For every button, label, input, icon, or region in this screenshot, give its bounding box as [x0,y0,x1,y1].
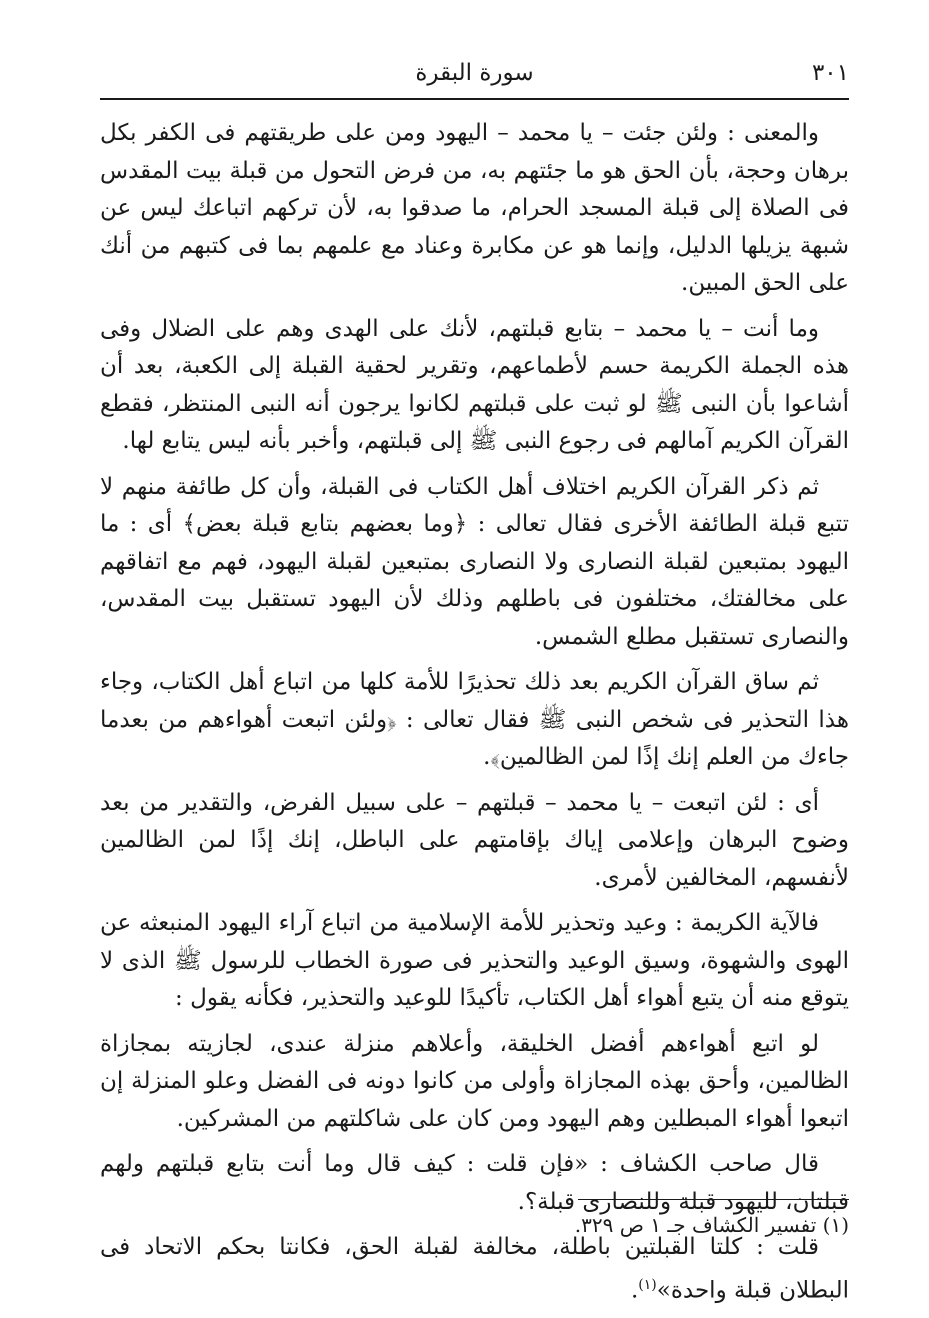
paragraph-9: قلت : كلتا القبلتين باطلة، مخالفة لقبلة الحق، فكانتا بحكم الاتحاد فى البطلان قبلة واحدة» [100,1234,849,1304]
paragraph-2: وما أنت – يا محمد – بتابع قبلتهم، لأنك على الهدى وهم على الضلال وفى هذه الجملة الكريمة حسم لأطماعهم، وتقرير لحقية القبلة إلى الكعبة، بعد أن أشاعوا بأن النبى ﷺ لو ثبت على قبلتهم لكانوا يرجون أنه النبى المنتظر، فقطع القرآن الكريم آمالهم فى رجوع النبى ﷺ إلى قبلتهم، وأخبر بأنه ليس يتابع لها. [100,315,849,454]
paragraph-3: ثم ذكر القرآن الكريم اختلاف أهل الكتاب فى القبلة، وأن كل طائفة منهم لا تتبع قبلة الطائفة الأخرى فقال تعالى : ﴿وما بعضهم بتابع قبلة بعض﴾ أى : ما اليهود بمتبعين لقبلة النصارى ولا النصارى بمتبعين لقبلة اليهود، فهم مع اتفاقهم على مخالفتك، مختلفون فى باطلهم وذلك لأن اليهود تستقبل بيت المقدس، والنصارى تستقبل مطلع الشمس. [100,473,849,650]
footnote-rule [578,1199,849,1200]
paragraph-7: لو اتبع أهواءهم أفضل الخليقة، وأعلاهم منزلة عندى، لجازيته بمجازاة الظالمين، وأحق بهذه المجازاة وأولى من كانوا دونه فى الفضل وعلو المنزلة إن اتبعوا أهواء المبطلين وهم اليهود ومن كان على شاكلتهم من المشركين. [100,1030,849,1132]
paragraph-6: فالآية الكريمة : وعيد وتحذير للأمة الإسلامية من اتباع آراء اليهود المنبعثه عن الهوى والشهوة، وسيق الوعيد والتحذير فى صورة الخطاب للرسول ﷺ الذى لا يتوقع منه أن يتبع أهواء أهل الكتاب، تأكيدًا للوعيد والتحذير، فكأنه يقول : [100,910,849,1011]
page-header [100,58,849,98]
page-number: ٣٠١ [811,60,849,86]
paragraph-1: والمعنى : ولئن جئت – يا محمد – اليهود ومن على طريقتهم فى الكفر بكل برهان وحجة، بأن الحق هو ما جئتهم به، من فرض التحول من قبلة بيت المقدس فى الصلاة إلى قبلة المسجد الحرام، ما صدقوا به، لأن تركهم اتباعك ليس عن شبهة يزيلها الدليل، وإنما هو عن مكابرة وعناد مع علمهم بما فى كتبهم من أنك على الحق المبين. [100,120,849,296]
header-rule [100,98,849,100]
footnote-marker: (١) [638,1276,657,1293]
paragraph-4: ثم ساق القرآن الكريم بعد ذلك تحذيرًا للأمة كلها من اتباع أهل الكتاب، وجاء هذا التحذير فى شخص النبى ﷺ فقال تعالى : ﴿ولئن اتبعت أهواءهم من بعدما جاءك من العلم إنك إذًا لمن الظالمين﴾. [100,669,849,770]
footnote: (١) تفسير الكشاف جـ ١ ص ٣٢٩. [574,1213,849,1237]
paragraph-8: قال صاحب الكشاف : «فإن قلت : كيف قال وما أنت بتابع قبلتهم ولهم قبلتان، لليهود قبلة وللنصارى قبلة؟. [100,1151,849,1215]
running-title: سورة البقرة [415,60,534,86]
body-text [100,115,849,1318]
paragraph-9-wrapper [100,1229,849,1310]
paragraph-9-end: . [630,1277,639,1304]
paragraph-5: أى : لئن اتبعت – يا محمد – قبلتهم – على سبيل الفرض، والتقدير من بعد وضوح البرهان وإعلامى إياك بإقامتهم على الباطل، إنك إذًا لمن الظالمين لأنفسهم، المخالفين لأمرى. [100,789,849,891]
